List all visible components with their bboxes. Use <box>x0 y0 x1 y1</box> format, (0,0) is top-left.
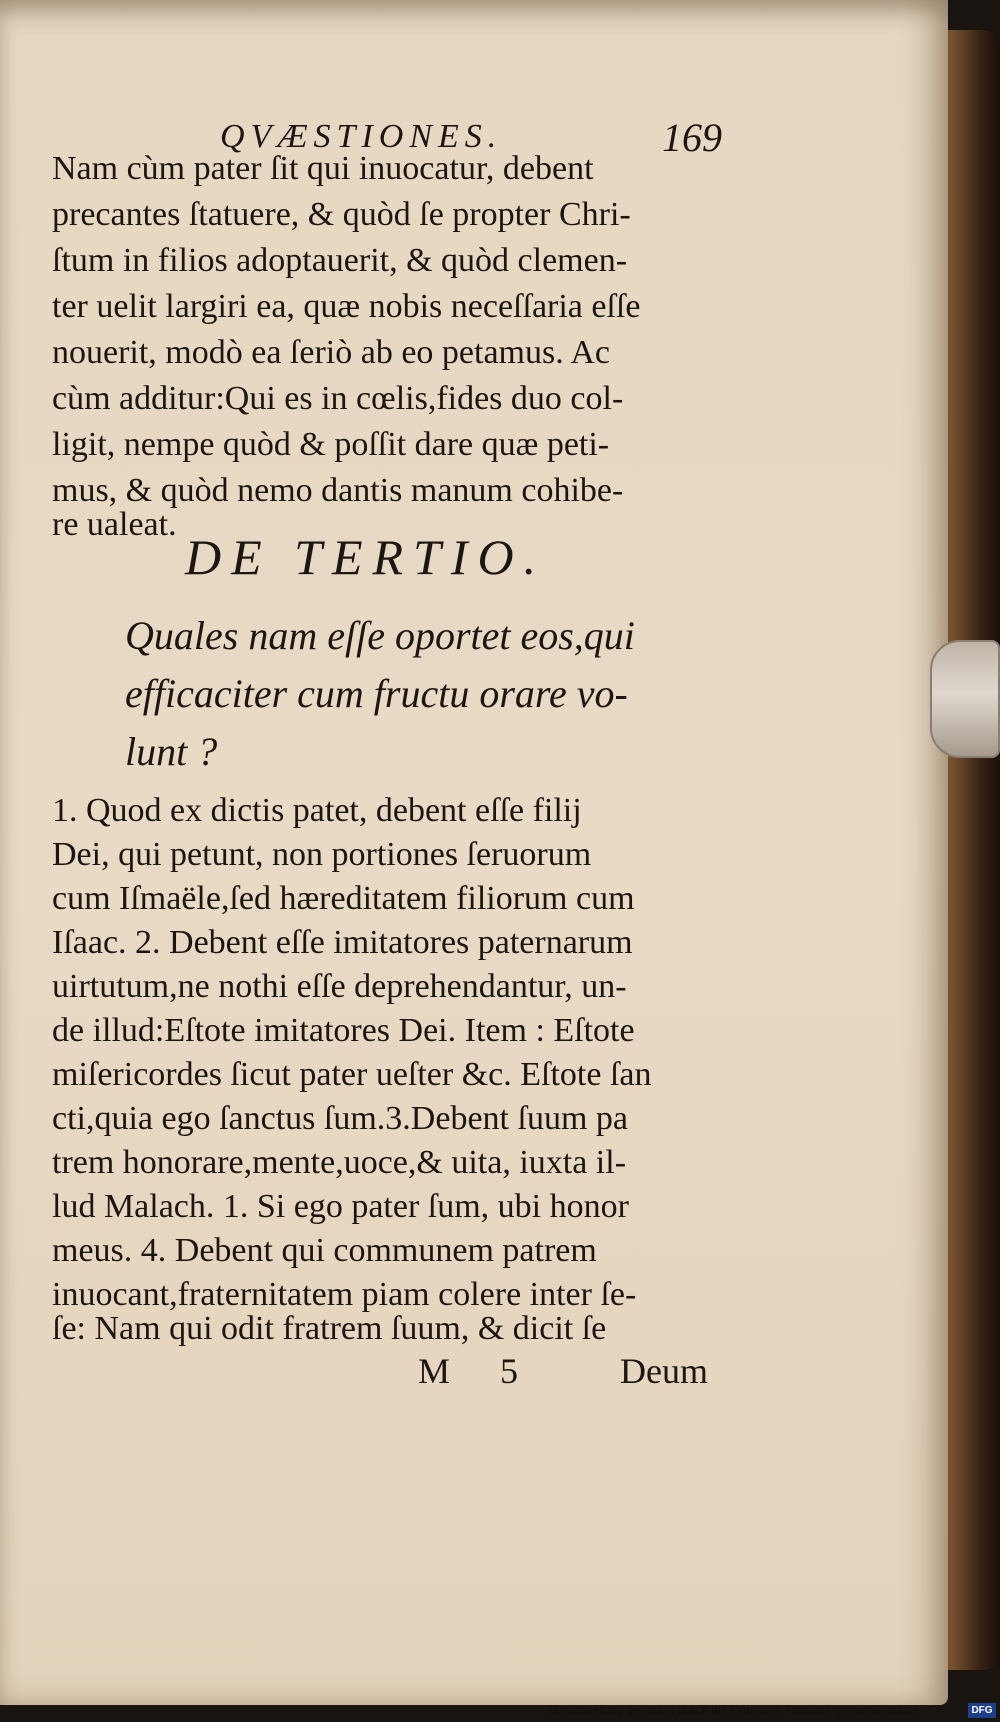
question-line: Quales nam eſſe oportet eos,qui <box>125 613 635 658</box>
running-head: QVÆSTIONES. <box>220 118 503 155</box>
digitization-credit: Digitalisierung gefördert durch die Deutsche Forschungsgemeinschaft - <box>548 1703 927 1717</box>
paragraph-2-line: Dei, qui petunt, non portiones ſeruorum <box>52 836 592 873</box>
paragraph-2-line: ſe: Nam qui odit fratrem ſuum, & dicit ſe <box>52 1310 607 1347</box>
signature-number: 5 <box>500 1351 518 1391</box>
paragraph-2-line: cum Iſmaële,ſed hæreditatem filiorum cum <box>52 880 635 917</box>
paragraph-1-line: re ualeat. <box>52 506 177 543</box>
paragraph-1-line: ligit, nempe quòd & poſſit dare quæ peti- <box>52 426 610 463</box>
paragraph-2-line: cti,quia ego ſanctus ſum.3.Debent ſuum pa <box>52 1100 628 1137</box>
paragraph-1-line: mus, & quòd nemo dantis manum cohibe- <box>52 472 624 509</box>
paragraph-2-line: miſericordes ſicut pater ueſter &c. Eſtote ſan <box>52 1056 652 1093</box>
book-clasp <box>930 640 1000 758</box>
dfg-logo: DFG <box>968 1703 996 1718</box>
question-line: lunt ? <box>125 729 218 774</box>
paragraph-2-line: Iſaac. 2. Debent eſſe imitatores paternarum <box>52 924 633 961</box>
page-number: 169 <box>662 115 722 160</box>
paragraph-2-line: meus. 4. Debent qui communem patrem <box>52 1232 597 1269</box>
paragraph-1-line: precantes ſtatuere, & quòd ſe propter Chri- <box>52 196 631 233</box>
paragraph-2-line: inuocant,fraternitatem piam colere inter ſe- <box>52 1276 637 1313</box>
question-line: efficaciter cum fructu orare vo- <box>125 671 628 716</box>
paragraph-1-line: nouerit, modò ea ſeriò ab eo petamus. Ac <box>52 334 610 371</box>
paragraph-2-line: lud Malach. 1. Si ego pater ſum, ubi honor <box>52 1188 629 1225</box>
signature-mark: M <box>418 1351 451 1391</box>
paragraph-2-line: uirtutum,ne nothi eſſe deprehendantur, un- <box>52 968 627 1005</box>
paragraph-1-line: cùm additur:Qui es in cœlis,fides duo col- <box>52 380 624 417</box>
paragraph-1-line: ter uelit largiri ea, quæ nobis neceſſaria eſſe <box>52 288 641 325</box>
paragraph-1-line: ſtum in filios adoptauerit, & quòd clemen- <box>52 242 628 279</box>
section-heading: DE TERTIO. <box>185 529 547 585</box>
paragraph-2-line: de illud:Eſtote imitatores Dei. Item : Eſtote <box>52 1012 635 1049</box>
paragraph-2-line: trem honorare,mente,uoce,& uita, iuxta il- <box>52 1144 627 1181</box>
paragraph-2-line: 1. Quod ex dictis patet, debent eſſe filij <box>52 792 582 829</box>
catchword: Deum <box>620 1351 708 1391</box>
paragraph-1-line: Nam cùm pater ſit qui inuocatur, debent <box>52 150 594 187</box>
